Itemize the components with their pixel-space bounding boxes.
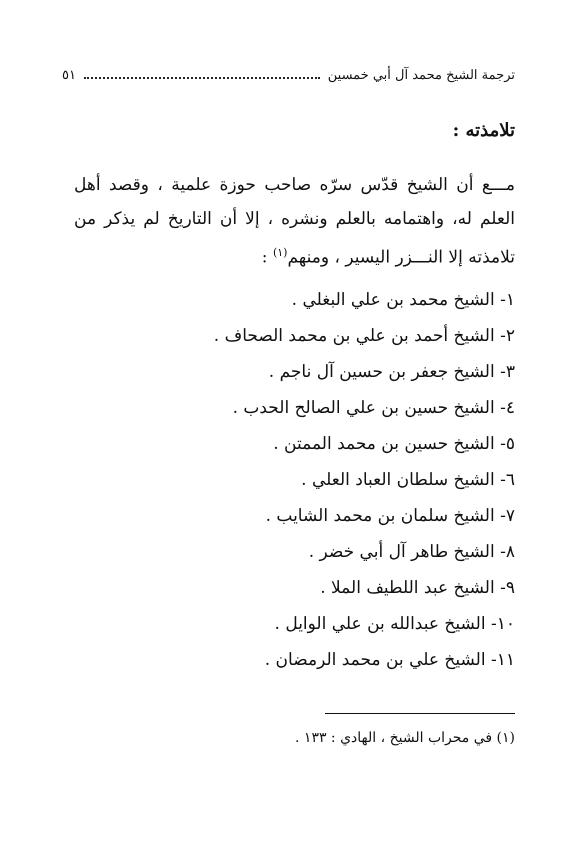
students-list xyxy=(214,282,515,678)
list-item: ٦- الشيخ سلطان العباد العلي . xyxy=(301,470,515,490)
footnote-marker: (١) xyxy=(272,246,288,259)
list-item: ١٠- الشيخ عبدالله بن علي الوايل . xyxy=(274,614,515,634)
footnote-divider xyxy=(325,713,515,714)
list-item: ٧- الشيخ سلمان بن محمد الشايب . xyxy=(265,506,515,526)
intro-paragraph xyxy=(74,168,515,275)
page-number: ٥١ xyxy=(62,67,76,83)
intro-trailing: : xyxy=(261,247,273,268)
header-dot-leader xyxy=(84,77,320,79)
list-item: ٩- الشيخ عبد اللطيف الملا . xyxy=(320,578,515,598)
list-item: ٤- الشيخ حسين بن علي الصالح الحدب . xyxy=(232,398,515,418)
section-heading: تلامذته : xyxy=(452,120,515,141)
list-item: ١١- الشيخ علي بن محمد الرمضان . xyxy=(264,650,515,670)
running-header xyxy=(62,64,515,86)
list-item: ١- الشيخ محمد بن علي البغلي . xyxy=(291,290,515,310)
header-title: ترجمة الشيخ محمد آل أبي خمسين xyxy=(327,67,515,83)
list-item: ٨- الشيخ طاهر آل أبي خضر . xyxy=(308,542,515,562)
list-item: ٢- الشيخ أحمد بن علي بن محمد الصحاف . xyxy=(213,326,515,346)
footnote: (١) في محراب الشيخ ، الهادي : ١٣٣ . xyxy=(295,730,515,746)
intro-text: مـــع أن الشيخ قدّس سرّه صاحب حوزة علمية ، وقصد أهل العلم له، واهتمامه بالعلم ونشره ، إلا أن التاريخ لم يذكر من تلامذته إلا النـــزر اليسير ، ومنهم xyxy=(74,175,515,268)
list-item: ٣- الشيخ جعفر بن حسين آل ناجم . xyxy=(268,362,515,382)
list-item: ٥- الشيخ حسين بن محمد الممتن . xyxy=(273,434,515,454)
